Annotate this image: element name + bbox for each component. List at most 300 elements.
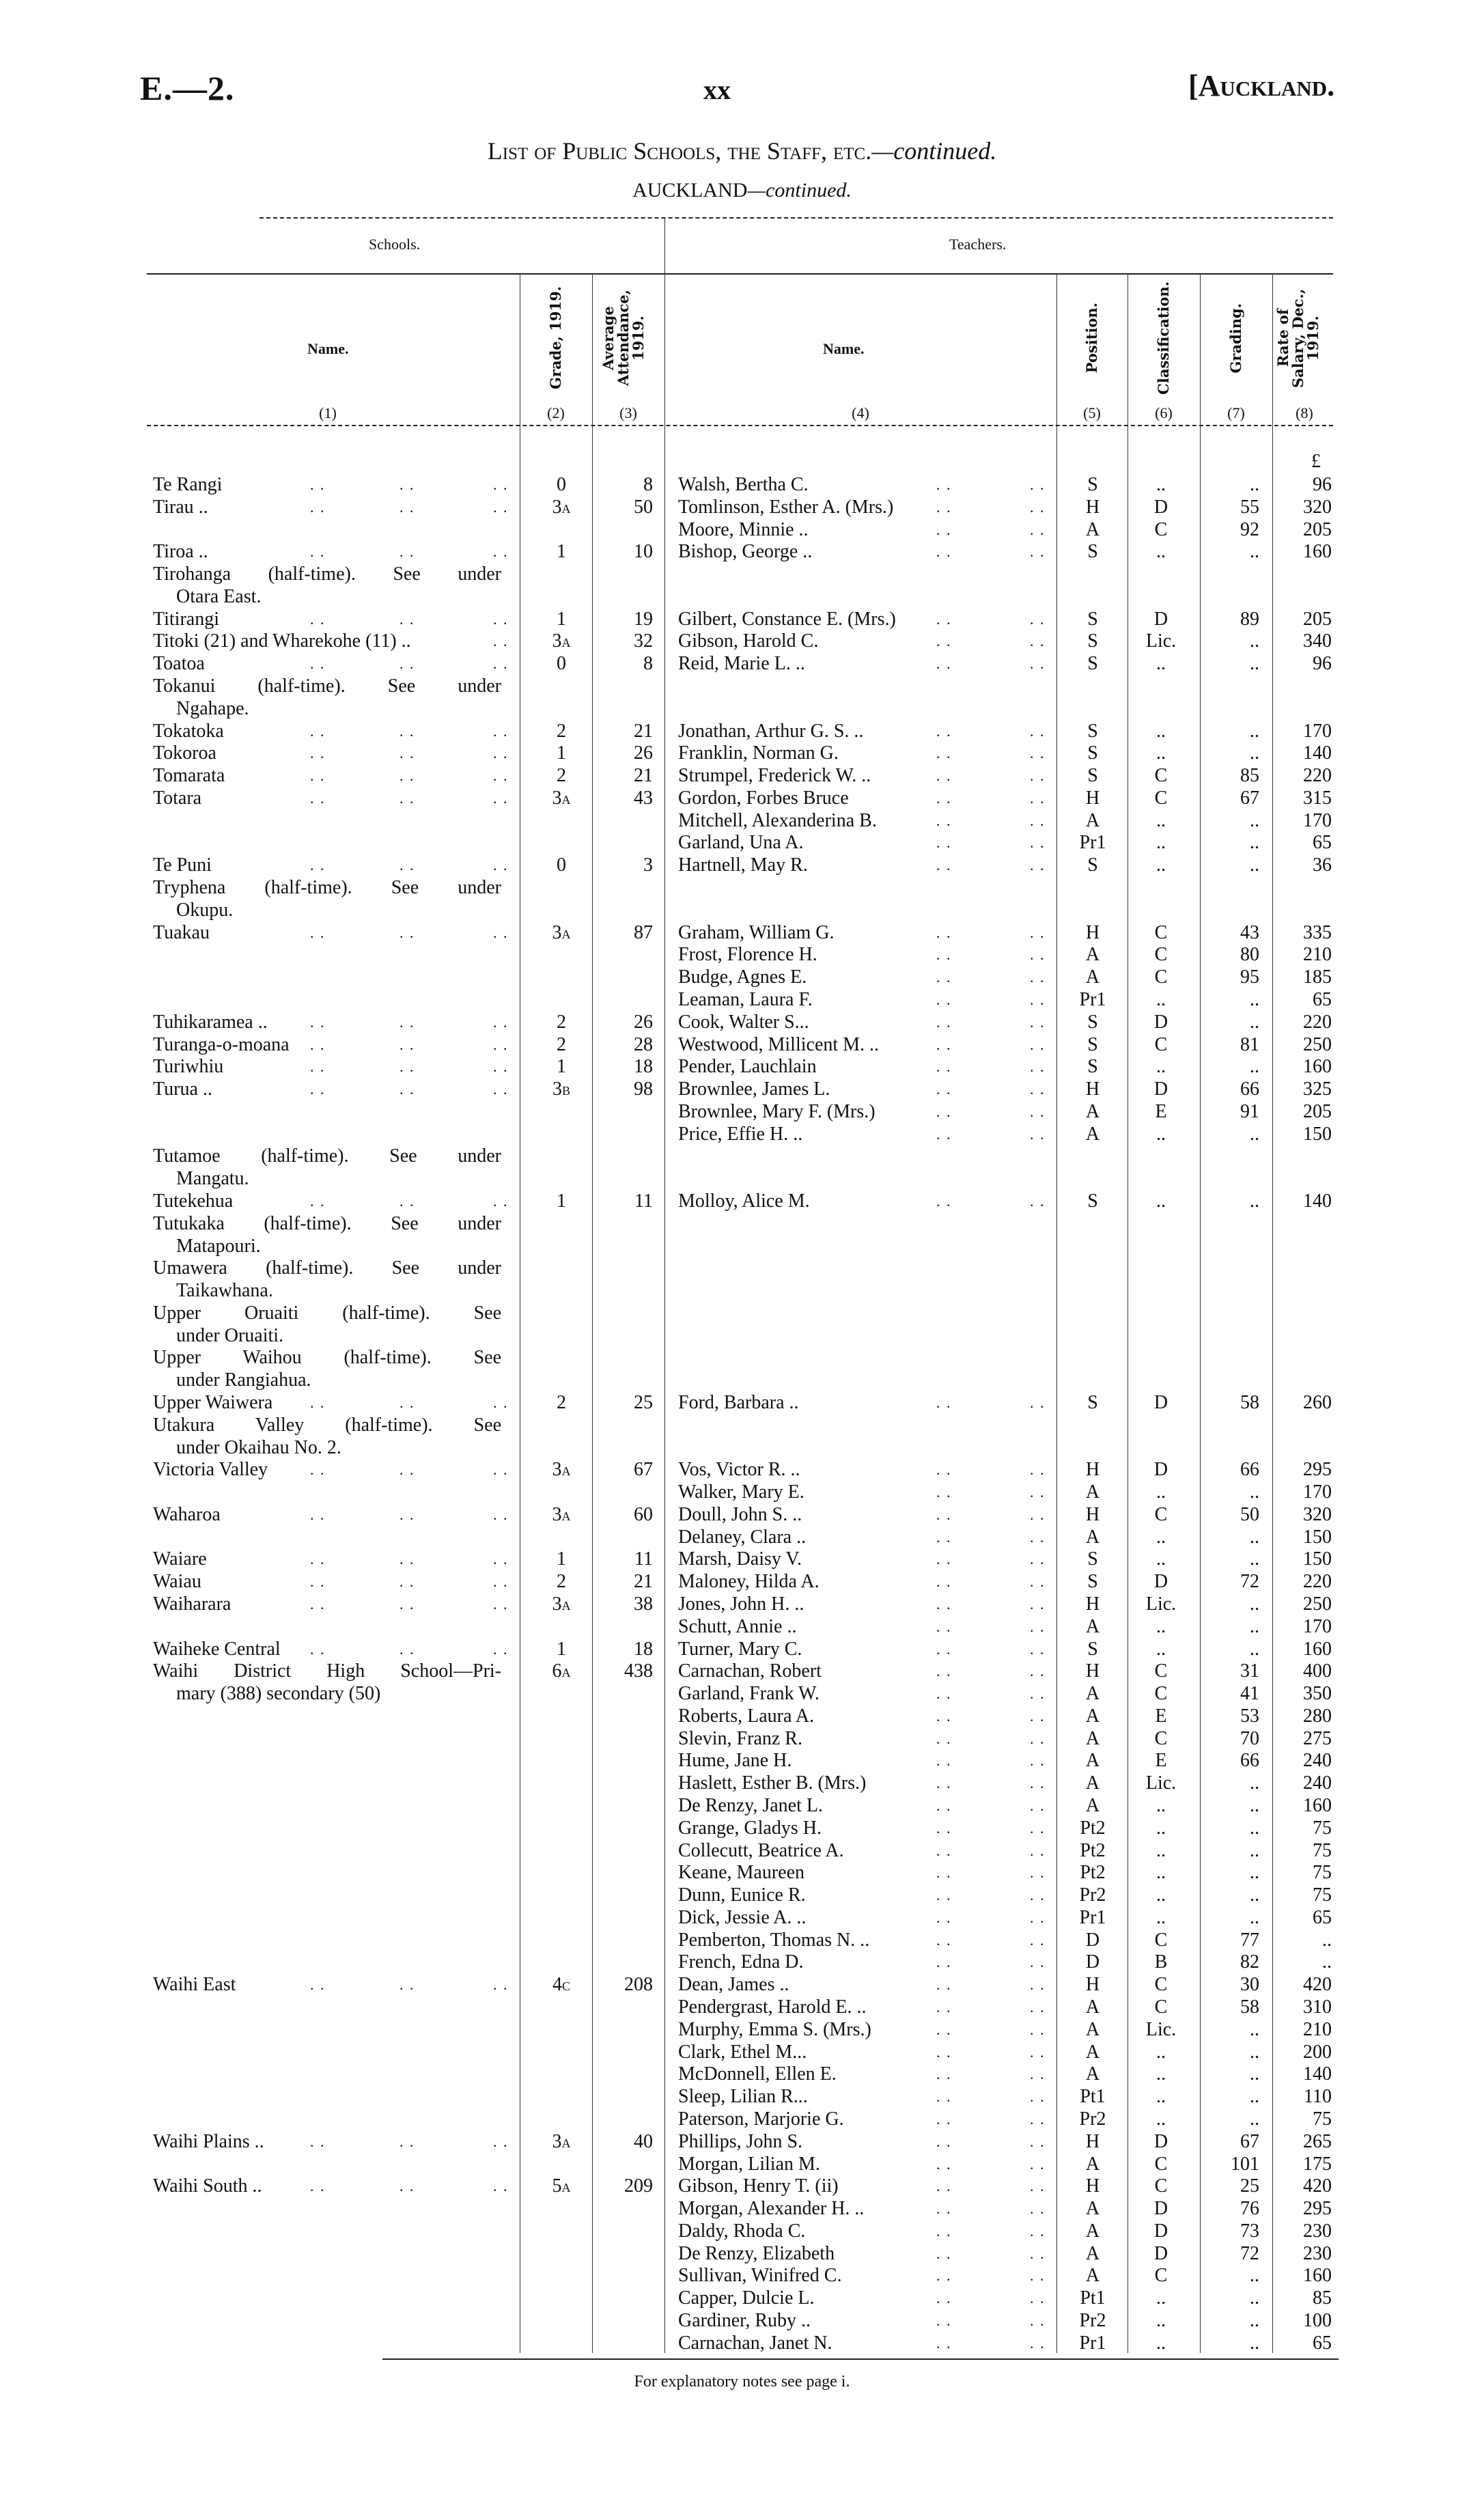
- teacher-position: H: [1085, 1974, 1100, 1996]
- table-row: [0, 943, 1484, 966]
- school-name: Utakura Valley (half-time). See: [153, 1414, 501, 1436]
- dot-leader: . .: [310, 1573, 326, 1591]
- teacher-salary: 220: [1303, 765, 1332, 787]
- teacher-salary: 320: [1303, 496, 1332, 518]
- teacher-position: S: [1087, 1548, 1098, 1570]
- teacher-salary: 325: [1303, 1078, 1332, 1100]
- bottom-rule: [382, 2358, 1339, 2360]
- dot-leader: . .: [1030, 1752, 1046, 1770]
- table-row: [0, 630, 1484, 652]
- teacher-classification: E: [1155, 1705, 1167, 1727]
- school-name: Tutekehua: [153, 1190, 234, 1212]
- teacher-grading: 58: [1240, 1391, 1259, 1413]
- teacher-classification: C: [1154, 2153, 1168, 2175]
- teacher-name: Gibson, Harold C.: [678, 630, 819, 652]
- table-row: [0, 2197, 1484, 2220]
- dot-leader: . .: [1030, 2110, 1046, 2128]
- teacher-grading: ..: [1250, 2265, 1259, 2287]
- dot-leader: . .: [310, 1596, 326, 1613]
- teacher-grading: 55: [1240, 496, 1259, 518]
- teacher-grading: ..: [1250, 1593, 1259, 1615]
- teacher-classification: ..: [1156, 1638, 1166, 1660]
- dot-leader: . .: [1030, 1505, 1046, 1523]
- teacher-name: Price, Effie H. ..: [678, 1123, 803, 1145]
- table-row: [0, 2220, 1484, 2242]
- school-grade: 1: [557, 1056, 566, 1078]
- school-grade: 3A: [552, 1459, 571, 1481]
- table-row: [0, 1190, 1484, 1212]
- dot-leader: . .: [936, 722, 952, 740]
- teacher-name: French, Edna D.: [678, 1951, 804, 1973]
- table-row: [0, 2130, 1484, 2153]
- school-grade: 3A: [552, 1503, 571, 1525]
- teacher-salary: 340: [1303, 630, 1332, 652]
- dot-leader: . .: [400, 610, 415, 628]
- school-name-continued: Okupu.: [176, 899, 234, 921]
- average-attendance: 11: [634, 1548, 653, 1570]
- table-row: [0, 2287, 1484, 2309]
- teacher-salary: 160: [1303, 1056, 1332, 1078]
- teacher-position: A: [1085, 2242, 1100, 2264]
- teacher-position: A: [1085, 1615, 1100, 1637]
- dot-leader: . .: [936, 1596, 952, 1613]
- teacher-position: S: [1087, 765, 1098, 787]
- teacher-position: H: [1085, 1459, 1100, 1481]
- table-row: [0, 809, 1484, 832]
- table-row: [0, 1235, 1484, 1257]
- teacher-grading: ..: [1250, 2108, 1259, 2130]
- teacher-classification: Lic.: [1145, 630, 1177, 652]
- dot-leader: . .: [936, 498, 952, 516]
- table-row: [0, 2085, 1484, 2108]
- teacher-grading: ..: [1250, 474, 1259, 495]
- table-row: [0, 764, 1484, 787]
- teacher-name: Garland, Una A.: [678, 832, 804, 854]
- teacher-salary: 65: [1313, 2332, 1332, 2354]
- teacher-grading: ..: [1250, 1481, 1259, 1503]
- average-attendance: 19: [634, 608, 653, 630]
- region-label: [Auckland.: [1188, 69, 1335, 102]
- dot-leader: . .: [936, 923, 952, 941]
- dot-leader: . .: [1030, 1819, 1046, 1837]
- dot-leader: . .: [1030, 2020, 1046, 2038]
- teacher-name: Brownlee, Mary F. (Mrs.): [678, 1100, 876, 1122]
- teacher-classification: D: [1153, 2130, 1168, 2152]
- school-name: Tutamoe (half-time). See under: [153, 1145, 501, 1167]
- teacher-grading: 89: [1240, 608, 1259, 630]
- dot-leader: . .: [936, 2155, 952, 2173]
- teacher-classification: C: [1154, 787, 1168, 809]
- teacher-position: S: [1087, 630, 1098, 652]
- dot-leader: . .: [936, 1484, 952, 1501]
- dot-leader: . .: [936, 476, 952, 493]
- teacher-classification: ..: [1156, 1056, 1166, 1078]
- school-grade: 0: [557, 653, 566, 675]
- table-row: [0, 1458, 1484, 1481]
- teacher-name: Jones, John H. ..: [678, 1593, 804, 1615]
- teacher-salary: 250: [1303, 1593, 1332, 1615]
- table-row: [0, 1861, 1484, 1884]
- teacher-position: Pr1: [1079, 988, 1106, 1010]
- school-grade: 2: [557, 765, 566, 787]
- table-row: [0, 2264, 1484, 2287]
- dot-leader: . .: [493, 1573, 509, 1591]
- teacher-name: Grange, Gladys H.: [678, 1817, 822, 1839]
- teacher-name: Gilbert, Constance E. (Mrs.): [678, 608, 896, 630]
- dot-leader: . .: [310, 1976, 326, 1994]
- dot-leader: . .: [1030, 2177, 1046, 2195]
- teacher-salary: 420: [1303, 2175, 1332, 2197]
- dot-leader: . .: [936, 1685, 952, 1703]
- dot-leader: . .: [936, 2200, 952, 2218]
- teacher-grading: ..: [1250, 1526, 1259, 1548]
- teacher-classification: ..: [1156, 742, 1166, 764]
- average-attendance: 98: [634, 1078, 653, 1100]
- school-name: Waiharara: [153, 1593, 232, 1615]
- dot-leader: . .: [1030, 1998, 1046, 2016]
- teacher-position: Pt1: [1080, 2086, 1106, 2108]
- table-row: [0, 1615, 1484, 1638]
- teacher-name: Strumpel, Frederick W. ..: [678, 765, 871, 787]
- table-row: [0, 1346, 1484, 1369]
- teacher-position: A: [1085, 2041, 1100, 2063]
- teacher-name: Slevin, Franz R.: [678, 1727, 802, 1749]
- teacher-position: H: [1085, 1660, 1100, 1682]
- dot-leader: . .: [1030, 2132, 1046, 2150]
- dot-leader: . .: [310, 856, 326, 874]
- teacher-name: Schutt, Annie ..: [678, 1615, 797, 1637]
- school-grade: 1: [557, 1638, 566, 1660]
- teacher-name: Tomlinson, Esther A. (Mrs.): [678, 496, 894, 518]
- page-subtitle: [0, 179, 1484, 202]
- teacher-classification: D: [1153, 496, 1168, 518]
- table-row: [0, 1212, 1484, 1235]
- teacher-classification: D: [1153, 2220, 1168, 2242]
- table-row: [0, 1033, 1484, 1056]
- table-row: [0, 608, 1484, 630]
- school-name: Te Rangi: [153, 474, 223, 495]
- dot-leader: . .: [493, 1505, 509, 1523]
- dot-leader: . .: [936, 856, 952, 874]
- average-attendance: 8: [643, 653, 653, 675]
- teacher-salary: 65: [1313, 832, 1332, 854]
- dot-leader: . .: [1030, 1707, 1046, 1725]
- dot-leader: . .: [936, 789, 952, 807]
- average-attendance: 3: [643, 854, 653, 876]
- teacher-classification: C: [1154, 1660, 1168, 1682]
- dot-leader: . .: [493, 1596, 509, 1613]
- school-name-continued: Ngahape.: [176, 697, 249, 719]
- teacher-salary: 310: [1303, 1996, 1332, 2018]
- column-number: (6): [1155, 404, 1173, 421]
- teacher-name: Dean, James ..: [678, 1974, 789, 1996]
- table-row: [0, 585, 1484, 608]
- teacher-salary: 185: [1303, 966, 1332, 988]
- dot-leader: . .: [1030, 655, 1046, 673]
- dot-leader: . .: [936, 1640, 952, 1658]
- table-row: [0, 2153, 1484, 2175]
- teacher-position: S: [1087, 1190, 1098, 1212]
- page-title: [0, 137, 1484, 165]
- table-row: [0, 1660, 1484, 1682]
- column-header-classification-text: Classification.: [1154, 281, 1172, 395]
- dot-leader: . .: [936, 1774, 952, 1792]
- dot-leader: . .: [310, 1058, 326, 1076]
- dot-leader: . .: [1030, 811, 1046, 829]
- table-row: [0, 697, 1484, 720]
- school-grade: 2: [557, 1011, 566, 1033]
- teacher-position: S: [1087, 854, 1098, 876]
- dot-leader: . .: [1030, 834, 1046, 852]
- school-name: Tuhikaramea ..: [153, 1011, 268, 1033]
- teacher-grading: 41: [1240, 1683, 1259, 1705]
- table-row: [0, 2108, 1484, 2130]
- teacher-classification: ..: [1156, 1839, 1166, 1861]
- teacher-grading: ..: [1250, 2287, 1259, 2309]
- teacher-salary: 75: [1313, 1884, 1332, 1906]
- teacher-position: Pr1: [1079, 1906, 1106, 1928]
- teacher-grading: ..: [1250, 1839, 1259, 1861]
- dot-leader: . .: [1030, 969, 1046, 986]
- teacher-classification: C: [1154, 1683, 1168, 1705]
- dot-leader: . .: [936, 1102, 952, 1120]
- school-grade: 2: [557, 1571, 566, 1593]
- dot-leader: . .: [1030, 1886, 1046, 1904]
- teacher-name: Hume, Jane H.: [678, 1750, 792, 1772]
- teacher-salary: 65: [1313, 1906, 1332, 1928]
- teacher-name: Turner, Mary C.: [678, 1638, 802, 1660]
- teacher-name: Carnachan, Janet N.: [678, 2332, 832, 2354]
- teacher-salary: 210: [1303, 944, 1332, 966]
- teacher-grading: ..: [1250, 720, 1259, 742]
- dot-leader: . .: [936, 1976, 952, 1994]
- teacher-classification: C: [1154, 2175, 1168, 2197]
- dot-leader: . .: [310, 655, 326, 673]
- teacher-classification: D: [1153, 1078, 1168, 1100]
- school-grade: 2: [557, 1033, 566, 1055]
- dot-leader: . .: [493, 1550, 509, 1568]
- dot-leader: . .: [1030, 498, 1046, 516]
- school-grade: 1: [557, 608, 566, 630]
- teacher-salary: 170: [1303, 809, 1332, 831]
- school-name: Tirohanga (half-time). See under: [153, 563, 501, 585]
- teacher-salary: 160: [1303, 1795, 1332, 1817]
- dot-leader: . .: [493, 1461, 509, 1479]
- dot-leader: . .: [400, 1976, 415, 1994]
- table-row: [0, 2018, 1484, 2041]
- dot-leader: . .: [493, 1035, 509, 1053]
- teacher-salary: 400: [1303, 1660, 1332, 1682]
- table-row: [0, 1167, 1484, 1190]
- teacher-name: Phillips, John S.: [678, 2130, 803, 2152]
- average-attendance: 26: [634, 742, 653, 764]
- teacher-position: H: [1085, 1503, 1100, 1525]
- table-row: [0, 1727, 1484, 1750]
- dot-leader: . .: [936, 744, 952, 762]
- school-grade: 1: [557, 742, 566, 764]
- average-attendance: 43: [634, 787, 653, 809]
- school-grade: 2: [557, 720, 566, 742]
- table-row: [0, 1638, 1484, 1660]
- teacher-name: Delaney, Clara ..: [678, 1526, 807, 1548]
- teacher-salary: 320: [1303, 1503, 1332, 1525]
- teacher-position: Pr1: [1079, 832, 1106, 854]
- teacher-grading: ..: [1250, 1011, 1259, 1033]
- teacher-salary: 420: [1303, 1974, 1332, 1996]
- teacher-classification: C: [1154, 2265, 1168, 2287]
- dot-leader: . .: [936, 1461, 952, 1479]
- dot-leader: . .: [400, 2177, 415, 2195]
- school-grade: 3A: [552, 2130, 571, 2152]
- dot-leader: . .: [936, 2043, 952, 2061]
- table-row: [0, 540, 1484, 563]
- column-number: (7): [1227, 404, 1245, 421]
- dot-leader: . .: [936, 2267, 952, 2285]
- dot-leader: . .: [936, 1662, 952, 1680]
- dot-leader: . .: [310, 744, 326, 762]
- teacher-salary: 96: [1313, 653, 1332, 675]
- average-attendance: 438: [624, 1660, 653, 1682]
- dot-leader: . .: [1030, 1058, 1046, 1076]
- teacher-grading: 101: [1231, 2153, 1259, 2175]
- table-row: [0, 1817, 1484, 1839]
- teacher-grading: ..: [1250, 1190, 1259, 1212]
- teacher-classification: ..: [1156, 809, 1166, 831]
- table-row: [0, 876, 1484, 899]
- teacher-grading: ..: [1250, 630, 1259, 652]
- dot-leader: . .: [936, 1192, 952, 1210]
- teacher-position: A: [1085, 2198, 1100, 2220]
- dot-leader: . .: [936, 1752, 952, 1770]
- teacher-position: H: [1085, 496, 1100, 518]
- teacher-grading: ..: [1250, 742, 1259, 764]
- teacher-grading: 66: [1240, 1750, 1259, 1772]
- dot-leader: . .: [400, 2132, 415, 2150]
- teacher-salary: 160: [1303, 2265, 1332, 2287]
- teacher-grading: 81: [1240, 1033, 1259, 1055]
- teacher-grading: 70: [1240, 1727, 1259, 1749]
- table-row: [0, 854, 1484, 876]
- dot-leader: . .: [493, 789, 509, 807]
- dot-leader: . .: [1030, 2155, 1046, 2173]
- teacher-name: Brownlee, James L.: [678, 1078, 830, 1100]
- dot-leader: . .: [936, 811, 952, 829]
- table-row: [0, 1749, 1484, 1772]
- dot-leader: . .: [1030, 856, 1046, 874]
- table-row: [0, 1705, 1484, 1727]
- column-header-salary: [1272, 280, 1334, 396]
- table-row: [0, 720, 1484, 742]
- teacher-grading: ..: [1250, 2041, 1259, 2063]
- teacher-grading: 72: [1240, 2242, 1259, 2264]
- table-row: [0, 563, 1484, 585]
- teacher-classification: ..: [1156, 832, 1166, 854]
- school-name: Tomarata: [153, 765, 225, 787]
- teacher-name: Murphy, Emma S. (Mrs.): [678, 2018, 871, 2040]
- table-row: [0, 1772, 1484, 1794]
- teacher-position: H: [1085, 2175, 1100, 2197]
- table-row: [0, 652, 1484, 675]
- dot-leader: . .: [1030, 1528, 1046, 1546]
- teacher-name: Cook, Walter S...: [678, 1011, 809, 1033]
- teacher-name: Doull, John S. ..: [678, 1503, 802, 1525]
- teacher-classification: ..: [1156, 2108, 1166, 2130]
- teacher-grading: 31: [1240, 1660, 1259, 1682]
- teacher-classification: ..: [1156, 1862, 1166, 1884]
- dot-leader: . .: [400, 1573, 415, 1591]
- teacher-name: Pemberton, Thomas N. ..: [678, 1929, 870, 1951]
- table-row: [0, 1996, 1484, 2018]
- dot-leader: . .: [310, 1505, 326, 1523]
- teacher-position: A: [1085, 518, 1100, 540]
- teacher-salary: 175: [1303, 2153, 1332, 2175]
- teacher-position: A: [1085, 1100, 1100, 1122]
- dot-leader: . .: [1030, 1461, 1046, 1479]
- dot-leader: . .: [936, 2065, 952, 2083]
- table-row: [0, 1011, 1484, 1033]
- teacher-position: S: [1087, 1391, 1098, 1413]
- dot-leader: . .: [936, 1013, 952, 1031]
- teacher-position: Pr2: [1079, 1884, 1106, 1906]
- teacher-position: S: [1087, 1033, 1098, 1055]
- dot-leader: . .: [1030, 946, 1046, 964]
- school-name: Toatoa: [153, 653, 205, 675]
- school-grade: 3A: [552, 1593, 571, 1615]
- school-name: Tokanui (half-time). See under: [153, 676, 501, 697]
- school-grade: 5A: [552, 2175, 571, 2197]
- dot-leader: . .: [936, 834, 952, 852]
- teacher-classification: ..: [1156, 2086, 1166, 2108]
- table-row: [0, 1414, 1484, 1436]
- table-row: [0, 1324, 1484, 1347]
- teacher-classification: C: [1154, 1974, 1168, 1996]
- teacher-position: D: [1085, 1951, 1100, 1973]
- teacher-salary: 220: [1303, 1571, 1332, 1593]
- table-row: [0, 1100, 1484, 1123]
- dot-leader: . .: [310, 1035, 326, 1053]
- school-grade: 6A: [552, 1660, 571, 1682]
- teacher-position: H: [1085, 787, 1100, 809]
- teacher-position: H: [1085, 921, 1100, 943]
- teacher-grading: ..: [1250, 1884, 1259, 1906]
- dot-leader: . .: [1030, 1953, 1046, 1971]
- teacher-salary: ..: [1322, 1929, 1332, 1951]
- teacher-position: A: [1085, 1526, 1100, 1548]
- dot-leader: . .: [936, 1505, 952, 1523]
- table-row: [0, 1682, 1484, 1705]
- subtitle-main: AUCKLAND: [632, 179, 748, 201]
- dot-leader: . .: [1030, 2088, 1046, 2106]
- average-attendance: 25: [634, 1391, 653, 1413]
- dot-leader: . .: [400, 789, 415, 807]
- top-rule: [260, 217, 1333, 219]
- teacher-name: Garland, Frank W.: [678, 1683, 820, 1705]
- dot-leader: . .: [310, 722, 326, 740]
- school-name: Upper Waiwera: [153, 1391, 273, 1413]
- teacher-salary: 240: [1303, 1772, 1332, 1794]
- dot-leader: . .: [493, 1081, 509, 1098]
- teacher-classification: Lic.: [1145, 1593, 1177, 1615]
- average-attendance: 208: [624, 1974, 653, 1996]
- school-grade: 2: [557, 1391, 566, 1413]
- table-row: [0, 1951, 1484, 1973]
- table-row: [0, 1391, 1484, 1414]
- teacher-name: Hartnell, May R.: [678, 854, 808, 876]
- teacher-classification: C: [1154, 944, 1168, 966]
- average-attendance: 21: [634, 765, 653, 787]
- dot-leader: . .: [310, 2132, 326, 2150]
- dot-leader: . .: [493, 498, 509, 516]
